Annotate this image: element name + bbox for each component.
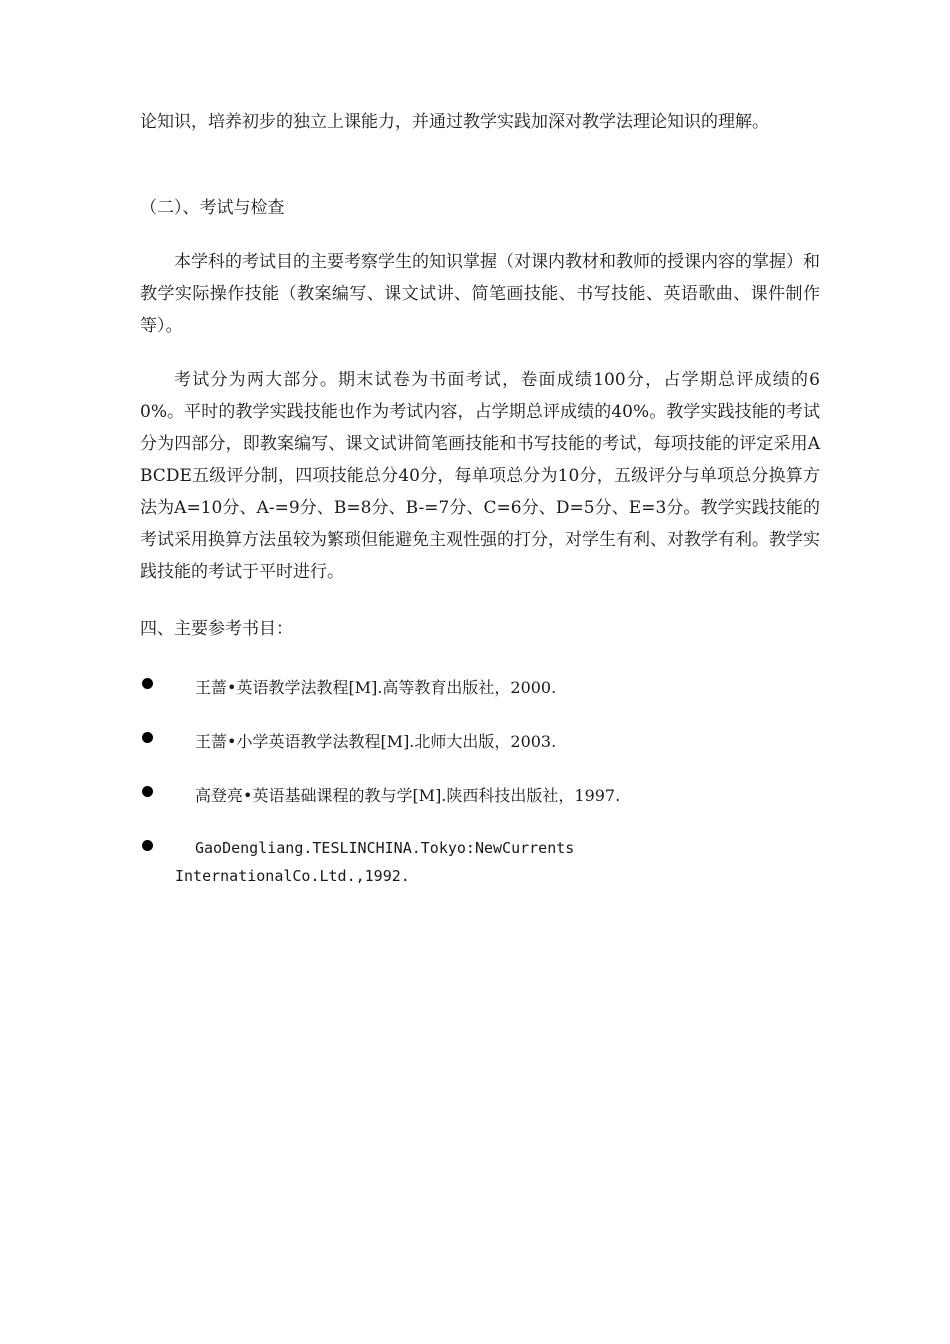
bullet-icon xyxy=(142,786,153,797)
bullet-icon xyxy=(142,732,153,743)
bullet-icon xyxy=(142,840,153,851)
section-heading-exam: （二）、考试与检查 xyxy=(140,198,285,218)
paragraph-exam-purpose: 本学科的考试目的主要考察学生的知识掌握（对课内教材和教师的授课内容的掌握）和教学实际操作技能（教案编写、课文试讲、简笔画技能、书写技能、英语歌曲、课件制作等）。 xyxy=(140,252,820,336)
reference-item xyxy=(140,726,840,786)
reference-item xyxy=(140,834,840,904)
reference-text: GaoDengliang.TESLINCHINA.Tokyo:NewCurrents InternationalCo.Ltd.,1992. xyxy=(175,839,575,885)
reference-text: 王蔷•小学英语教学法教程[M].北师大出版，2003. xyxy=(195,732,557,751)
paragraph-theory-knowledge: 论知识，培养初步的独立上课能力，并通过教学实践加深对教学法理论知识的理解。 xyxy=(140,112,769,132)
paragraph-exam-structure: 考试分为两大部分。期末试卷为书面考试，卷面成绩100分，占学期总评成绩的60%。平时的教学实践技能也作为考试内容，占学期总评成绩的40%。教学实践技能的考试分为四部分，即教案编写、课文试讲简笔画技能和书写技能的考试，每项技能的评定采用ABCDE五级评分制，四项技能总分40分，每单项总分为10分，五级评分与单项总分换算方法为A=10分、A-=9分、B=8分、B-=7分、C=6分、D=5分、E=3分。教学实践技能的考试采用换算方法虽较为繁琐但能避免主观性强的打分，对学生有利、对教学有利。教学实践技能的考试于平时进行。 xyxy=(140,370,820,582)
reference-text: 高登亮•英语基础课程的教与学[M].陕西科技出版社，1997. xyxy=(195,786,621,805)
reference-text: 王蔷•英语教学法教程[M].高等教育出版社，2000. xyxy=(195,678,557,697)
reference-item xyxy=(140,672,840,732)
bullet-icon xyxy=(142,678,153,689)
section-heading-references: 四、主要参考书目： xyxy=(140,619,293,639)
reference-item xyxy=(140,780,840,840)
